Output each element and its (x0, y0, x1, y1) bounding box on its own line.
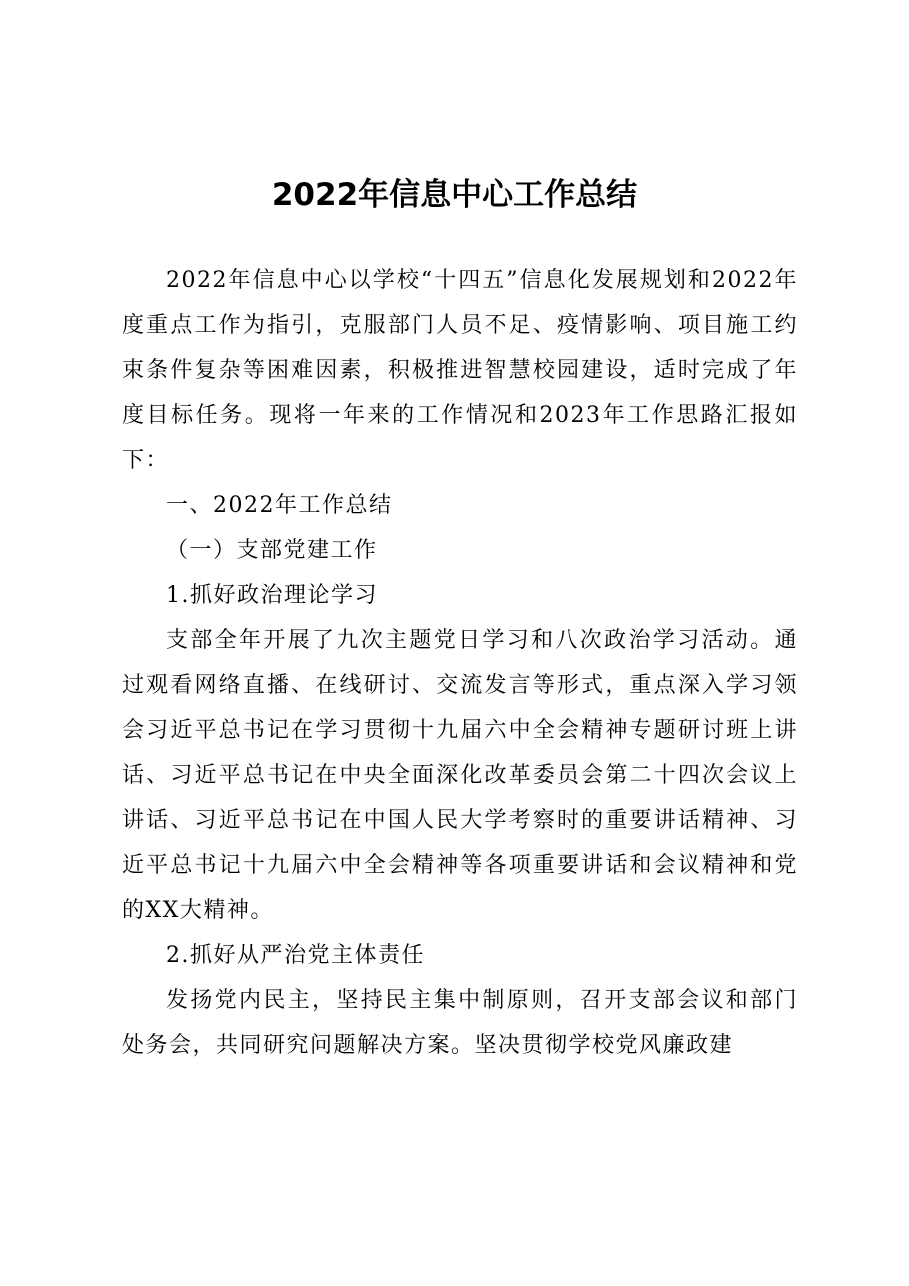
document-title: 2022年信息中心工作总结 (271, 177, 638, 213)
section-heading-1: 一、2022年工作总结 (166, 493, 393, 518)
item-heading-1: 1.抓好政治理论学习 (166, 583, 378, 608)
intro-paragraph: 2022年信息中心以学校“十四五”信息化发展规划和2022年度重点工作为指引，克服部门人员不足、疫情影响、项目施工约束条件复杂等困难因素，积极推进智慧校园建设，适时完成了年度目标任务。现将一年来的工作情况和2023年工作思路汇报如下： (122, 268, 798, 473)
subsection-heading-1: （一）支部党建工作 (166, 538, 378, 563)
body-paragraph-2: 发扬党内民主，坚持民主集中制原则，召开支部会议和部门处务会，共同研究问题解决方案。坚决贯彻学校党风廉政建 (122, 988, 798, 1058)
document-body (122, 258, 798, 1068)
item-heading-2: 2.抓好从严治党主体责任 (166, 943, 425, 968)
body-paragraph-1: 支部全年开展了九次主题党日学习和八次政治学习活动。通过观看网络直播、在线研讨、交流发言等形式，重点深入学习领会习近平总书记在学习贯彻十九届六中全会精神专题研讨班上讲话、习近平总书记在中央全面深化改革委员会第二十四次会议上讲话、习近平总书记在中国人民大学考察时的重要讲话精神、习近平总书记十九届六中全会精神等各项重要讲话和会议精神和党的XX大精神。 (122, 628, 798, 923)
